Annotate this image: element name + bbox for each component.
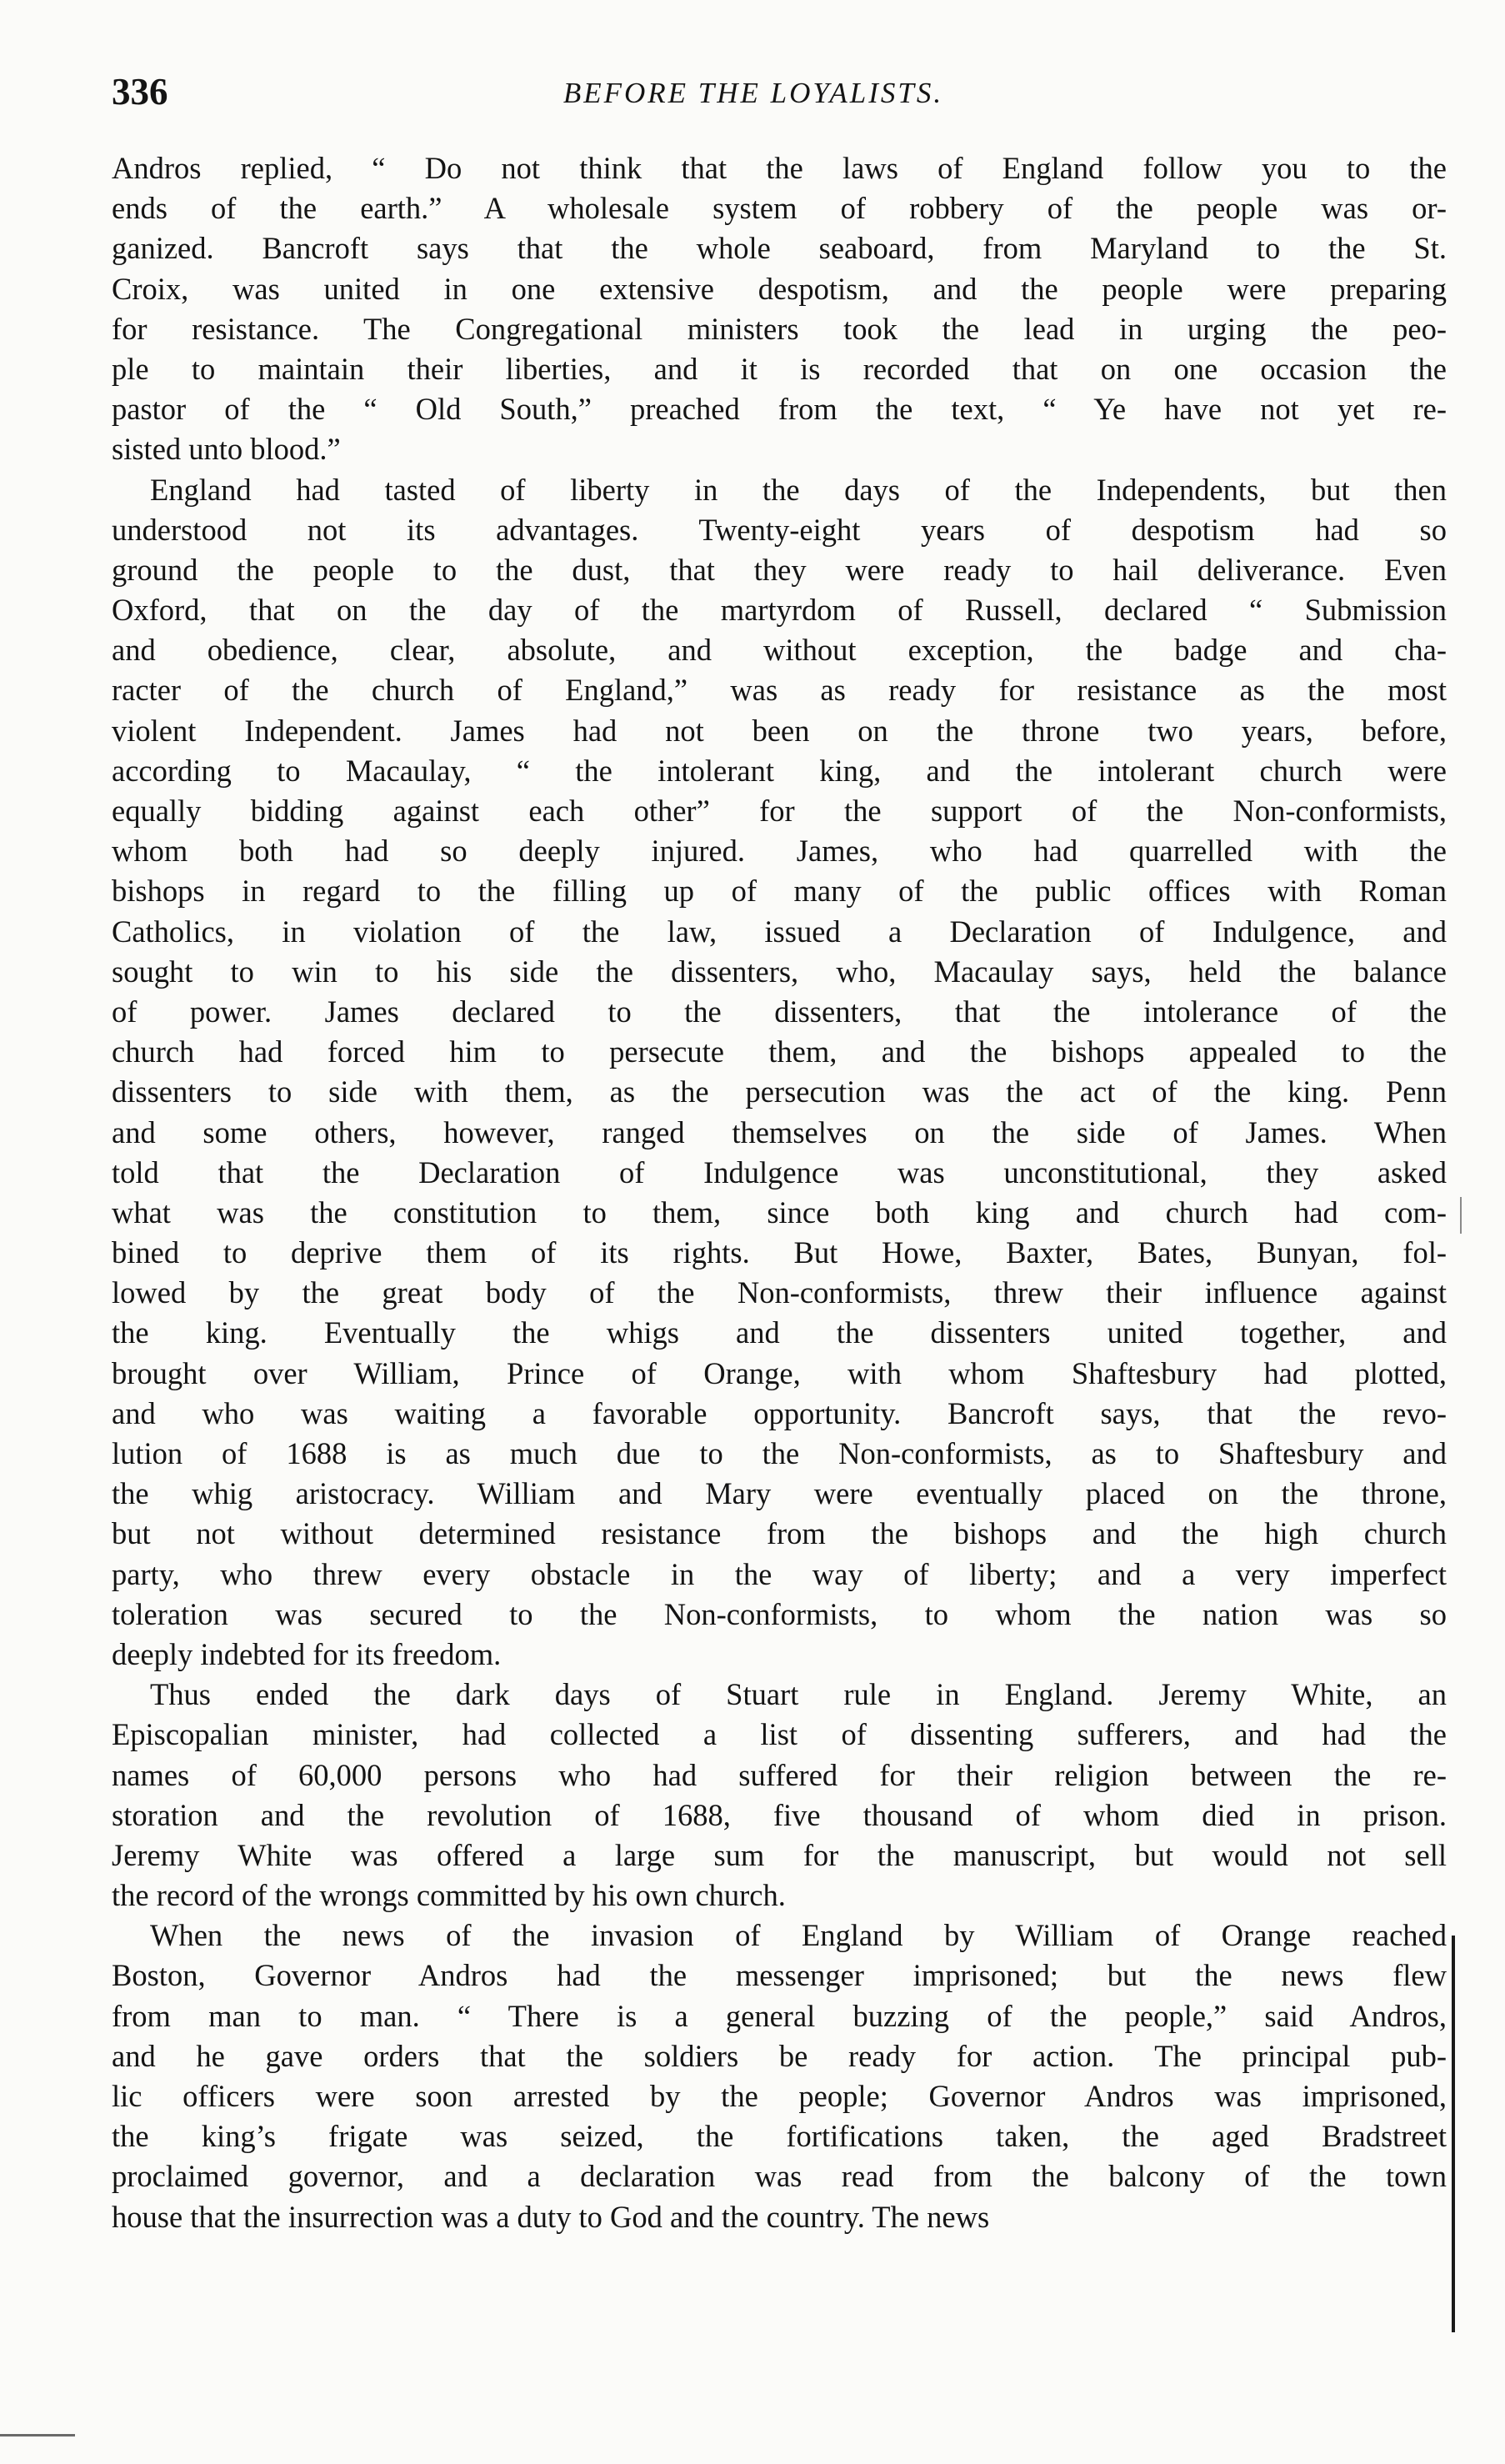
text-line: for resistance. The Congregational ministers took the lead in urging the peo- xyxy=(112,311,1447,346)
text-line: Episcopalian minister, had collected a list of dissenting sufferers, and had the xyxy=(112,1717,1447,1752)
text-line: Catholics, in violation of the law, issued a Declaration of Indulgence, and xyxy=(112,914,1447,949)
text-line: and obedience, clear, absolute, and without exception, the badge and cha- xyxy=(112,633,1447,668)
text-line: what was the constitution to them, since both king and church had com- xyxy=(112,1194,1447,1229)
text-line: and who was waiting a favorable opportunity. Bancroft says, that the revo- xyxy=(112,1395,1447,1430)
text-line: told that the Declaration of Indulgence was unconstitutional, they asked xyxy=(112,1154,1447,1189)
body-text xyxy=(112,148,1447,2237)
text-line: ganized. Bancroft says that the whole seaboard, from Maryland to the St. xyxy=(112,231,1447,266)
text-line: lic officers were soon arrested by the people; Governor Andros was imprisoned, xyxy=(112,2079,1447,2113)
text-line: church had forced him to persecute them, and the bishops appealed to the xyxy=(112,1034,1447,1069)
text-line: and some others, however, ranged themselves on the side of James. When xyxy=(112,1114,1447,1149)
text-line: When the news of the invasion of England by William of Orange reached xyxy=(150,1918,1447,1953)
paragraph xyxy=(112,1675,1447,1916)
paragraph xyxy=(112,1916,1447,2237)
text-line: England had tasted of liberty in the days of the Independents, but then xyxy=(150,472,1447,507)
text-line: according to Macaulay, “ the intolerant king, and the intolerant church were xyxy=(112,753,1447,788)
paragraph xyxy=(112,470,1447,1675)
text-line: but not without determined resistance from the bishops and the high church xyxy=(112,1516,1447,1551)
text-line: lution of 1688 is as much due to the Non-conformists, as to Shaftesbury and xyxy=(112,1436,1447,1470)
text-line: Croix, was united in one extensive despotism, and the people were preparing xyxy=(112,271,1447,306)
text-line: deeply indebted for its freedom. xyxy=(112,1636,502,1671)
text-line: ple to maintain their liberties, and it is recorded that on one occasion the xyxy=(112,351,1447,386)
running-title: BEFORE THE LOYALISTS. xyxy=(562,77,944,109)
margin-rule xyxy=(1452,1936,1455,2332)
text-line: Andros replied, “ Do not think that the laws of England follow you to the xyxy=(112,151,1447,185)
text-line: ends of the earth.” A wholesale system of robbery of the people was or- xyxy=(112,191,1447,226)
text-line: the king. Eventually the whigs and the dissenters united together, and xyxy=(112,1315,1447,1350)
paragraph xyxy=(112,148,1447,470)
text-line: names of 60,000 persons who had suffered for their religion between the re- xyxy=(112,1757,1447,1792)
text-line: racter of the church of England,” was as ready for resistance as the most xyxy=(112,673,1447,708)
text-line: sisted unto blood.” xyxy=(112,432,341,467)
text-line: and he gave orders that the soldiers be ready for action. The principal pub- xyxy=(112,2038,1447,2073)
text-line: whom both had so deeply injured. James, who had quarrelled with the xyxy=(112,834,1447,869)
text-line: storation and the revolution of 1688, five thousand of whom died in prison. xyxy=(112,1797,1447,1832)
text-line: Boston, Governor Andros had the messenger imprisoned; but the news flew xyxy=(112,1958,1447,1993)
text-line: proclaimed governor, and a declaration was read from the balcony of the town xyxy=(112,2159,1447,2194)
text-line: Thus ended the dark days of Stuart rule in England. Jeremy White, an xyxy=(150,1677,1447,1712)
page-header xyxy=(112,73,1445,132)
text-line: toleration was secured to the Non-conformists, to whom the nation was so xyxy=(112,1596,1447,1631)
text-line: pastor of the “ Old South,” preached from the text, “ Ye have not yet re- xyxy=(112,392,1447,427)
text-line: ground the people to the dust, that they were ready to hail deliverance. Even xyxy=(112,552,1447,587)
text-line: lowed by the great body of the Non-conformists, threw their influence against xyxy=(112,1275,1447,1310)
page-number: 336 xyxy=(112,71,168,113)
text-line: house that the insurrection was a duty to God and the country. The news xyxy=(112,2199,990,2234)
text-line: the king’s frigate was seized, the fortifications taken, the aged Bradstreet xyxy=(112,2119,1447,2154)
text-line: the whig aristocracy. William and Mary were eventually placed on the throne, xyxy=(112,1476,1447,1511)
text-line: from man to man. “ There is a general buzzing of the people,” said Andros, xyxy=(112,1998,1447,2033)
text-line: bishops in regard to the filling up of many of the public offices with Roman xyxy=(112,874,1447,909)
text-line: party, who threw every obstacle in the way of liberty; and a very imperfect xyxy=(112,1556,1447,1591)
text-line: violent Independent. James had not been on the throne two years, before, xyxy=(112,713,1447,748)
text-line: sought to win to his side the dissenters, who, Macaulay says, held the balance xyxy=(112,954,1447,989)
text-line: understood not its advantages. Twenty-eight years of despotism had so xyxy=(112,512,1447,547)
text-line: the record of the wrongs committed by his own church. xyxy=(112,1878,786,1913)
bottom-rule xyxy=(0,2434,75,2436)
text-line: Oxford, that on the day of the martyrdom of Russell, declared “ Submission xyxy=(112,593,1447,628)
text-line: of power. James declared to the dissenters, that the intolerance of the xyxy=(112,994,1447,1029)
text-line: equally bidding against each other” for the support of the Non-conformists, xyxy=(112,794,1447,828)
margin-mark xyxy=(1460,1197,1462,1234)
text-line: brought over William, Prince of Orange, with whom Shaftesbury had plotted, xyxy=(112,1355,1447,1390)
text-line: Jeremy White was offered a large sum for the manuscript, but would not sell xyxy=(112,1837,1447,1872)
text-line: bined to deprive them of its rights. But Howe, Baxter, Bates, Bunyan, fol- xyxy=(112,1235,1447,1270)
text-line: dissenters to side with them, as the persecution was the act of the king. Penn xyxy=(112,1074,1447,1109)
